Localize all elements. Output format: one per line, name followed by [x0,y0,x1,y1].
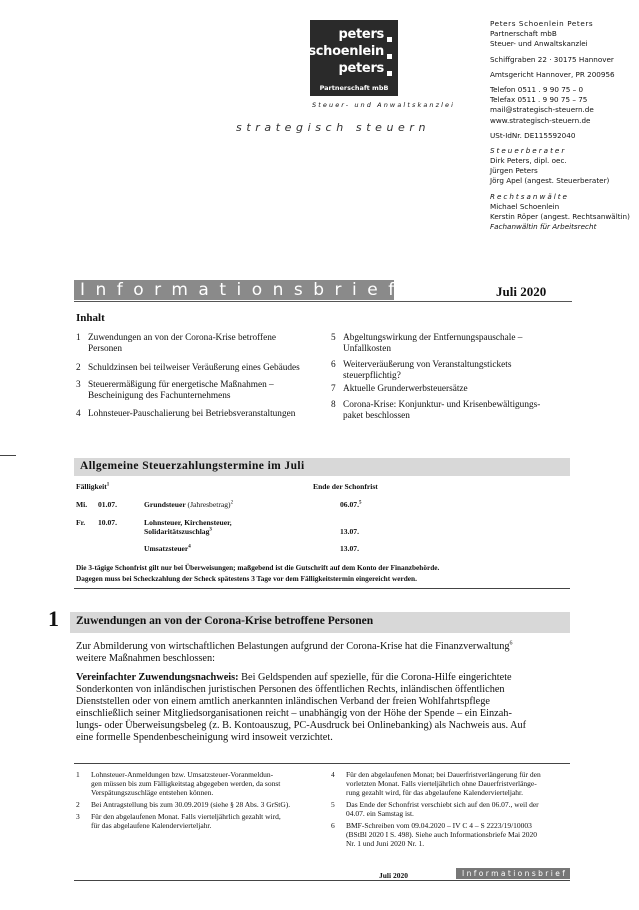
divider [74,301,572,302]
issue-date: Juli 2020 [496,284,547,299]
row-tax: Lohnsteuer, Kirchensteuer, [144,518,232,527]
row-tax: Umsatzsteuer$^4$ [144,544,191,553]
tax-advisor: Dirk Peters, dipl. oec. [490,156,567,166]
row-tax: Grundsteuer (Jahresbetrag)$^2$ [144,500,234,509]
logo-line-1: peters [338,27,384,42]
logo-square [387,71,392,76]
court-register: Amtsgericht Hannover, PR 200956 [490,69,615,79]
row-end: 13.07. [340,527,359,536]
toc-right: 5 Abgeltungswirkung der Entfernungspauschale – Unfallkosten 6 Weiterveräußerung von Veranstaltungstickets steuerpflichtig? 7 Aktuelle Grunderwerbsteuersätze 8 Corona-Krise: Konjunktur- und Krisenbewältigungs- paket beschlossen [331,333,541,421]
lawyer: Kerstin Röper (angest. Rechtsanwältin) [490,212,630,221]
section-number: 1 [48,606,59,631]
paragraph-line: weitere Maßnahmen beschlossen: [76,653,215,664]
row-day: Fr. [76,518,86,527]
website[interactable]: www.strategisch-steuern.de [490,115,591,125]
paragraph-line: Dienststellen oder von einem amtlich anerkannten inländischen Verband der freien Wohlfahrtspflege [76,696,490,707]
lawyer-specialty: Fachanwältin für Arbeitsrecht [490,222,597,232]
tax-advisor: Jürgen Peters [490,166,538,176]
phone: Telefon 0511 . 9 90 75 – 0 [490,84,584,94]
paragraph-line: eine formelle Spendenbescheinigung wird insoweit verzichtet. [76,732,333,743]
logo-tagline: Steuer- und Anwaltskanzlei [312,101,456,109]
tax-advisors-heading: Steuerberater [490,145,567,155]
margin-mark [0,455,16,456]
tax-advisor: Jörg Apel (angest. Steuerberater) [490,176,610,186]
tax-note: Die 3-tägige Schonfrist gilt nur bei Überweisungen; maßgebend ist die Gutschrift auf dem Konto der Finanzbehörde. [76,563,440,572]
col-due-header: Fälligkeit$^1$ [76,482,110,491]
footer-date: Juli 2020 [379,871,408,880]
tax-dates-title: Allgemeine Steuerzahlungstermine im Juli [80,460,305,472]
section-title: Zuwendungen an von der Corona-Krise betroffene Personen [76,615,374,627]
divider [74,763,570,764]
firm-form: Partnerschaft mbB [490,29,557,39]
paragraph-line: Sonderkonten von inländischen juristischen Personen des öffentlichen Rechts, inländischen öffentlichen [76,684,505,695]
paragraph-line: einschließlich seiner Mitgliedsorganisationen reicht – unabhängig von der Höhe der Spende – ein Einzah- [76,708,512,719]
tax-note: Dagegen muss bei Scheckzahlung der Scheck spätestens 3 Tage vor dem Fälligkeitstermin eingereicht werden. [76,574,417,583]
footnotes-left: 1 Lohnsteuer-Anmeldungen bzw. Umsatzsteuer-Voranmeldun- gen müssen bis zum Fälligkeitstag abgegeben werden, da sonst Verspätungszuschläge entstehen können. 2 Bei Antragstellung bis zum 30.09.2019 (siehe § 28 Abs. 3 GrStG). 3 Für den abgelaufenen Monat. Falls vierteljährlich gezahlt wird, für das abgelaufene Kalendervierteljahr. [76,770,291,830]
firm-type: Steuer- und Anwaltskanzlei [490,39,588,49]
lawyer: Michael Schoenlein [490,201,560,211]
page-title: Informationsbrief [80,280,405,300]
row-date: 01.07. [98,500,117,509]
row-day: Mi. [76,500,88,509]
divider [74,880,570,881]
footnotes-right: 4 Für den abgelaufenen Monat; bei Dauerfristverlängerung für den vorletzten Monat. Falls vierteljährlich ohne Dauerfristverlänge- rung gezahlt wird, für das abgelaufene Kalendervierteljahr. 5 Das Ende der Schonfrist verschiebt sich auf den 06.07., weil der 04.07. ein Samstag ist. 6 BMF-Schreiben vom 09.04.2020 – IV C 4 – S 2223/19/10003 (BStBl 2020 I S. 498). Siehe auch Informationsbriefe Mai 2020 Nr. 1 und Juni 2020 Nr. 1. [331,770,541,848]
footer-label: Informationsbrief [462,869,568,878]
logo-line-2: schoenlein [308,44,384,59]
slogan: strategisch steuern [236,121,431,134]
email[interactable]: mail@strategisch-steuern.de [490,105,594,115]
address: Schiffgraben 22 · 30175 Hannover [490,54,614,64]
row-end: 06.07.$^5$ [340,500,362,509]
paragraph-line: Zur Abmilderung von wirtschaftlichen Belastungen aufgrund der Corona-Krise hat die Finanzverwaltung$^6$ [76,640,513,652]
fax: Telefax 0511 . 9 90 75 – 75 [490,95,588,105]
contact-column [490,19,639,232]
firm-name: Peters Schoenlein Peters [490,19,594,28]
divider [74,588,570,589]
col-end-header: Ende der Schonfrist [313,482,378,491]
row-date: 10.07. [98,518,117,527]
paragraph-line: lungs- oder Überweisungsbeleg (z. B. Kontoauszug, PC-Ausdruck bei Onlinebanking) als Nachweis aus. Auf [76,720,527,731]
logo-square [387,54,392,59]
toc-left: 1 Zuwendungen an von der Corona-Krise betroffene Personen 2 Schuldzinsen bei teilweiser Veräußerung eines Gebäudes 3 Steuerermäßigung für energetische Maßnahmen – Bescheinigung des Fachunternehmens 4 Lohnsteuer-Pauschalierung bei Betriebsveranstaltungen [76,333,300,419]
row-tax: Solidaritätszuschlag$^3$ [144,527,212,536]
toc-heading: Inhalt [76,312,105,324]
row-end: 13.07. [340,544,359,553]
logo-subtitle: Partnerschaft mbB [319,84,389,92]
vat-id: USt-IdNr. DE115592040 [490,130,576,140]
lawyers-heading: Rechtsanwälte [490,191,569,201]
paragraph-line: Vereinfachter Zuwendungsnachweis: Bei Geldspenden auf spezielle, für die Corona-Hilfe eingerichtete [76,672,512,683]
logo-square [387,37,392,42]
logo-line-3: peters [338,61,384,76]
